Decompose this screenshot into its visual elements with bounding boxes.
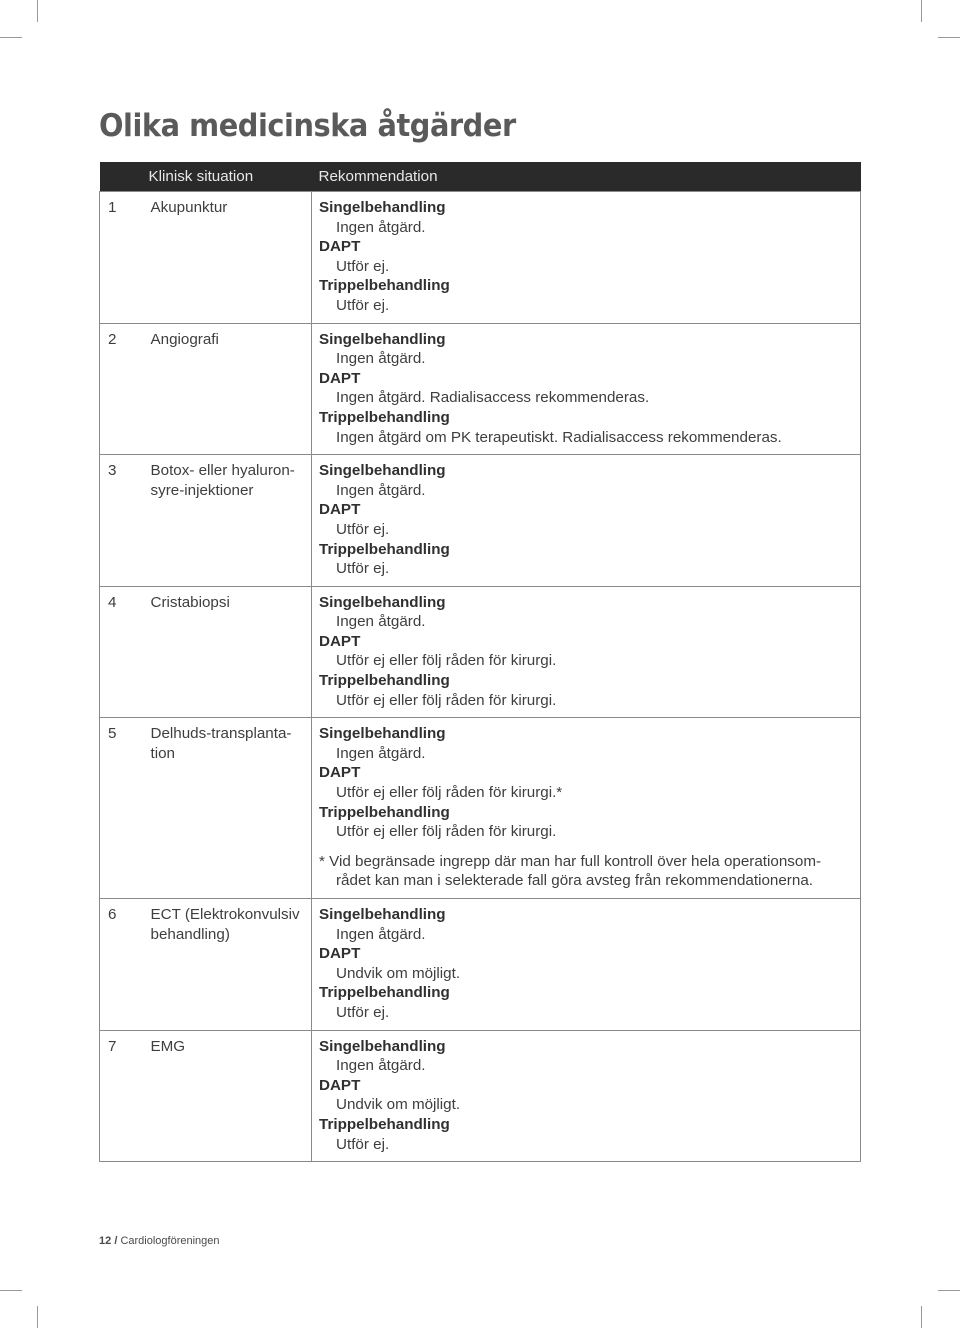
treatment-label: Trippelbehandling [319,984,450,1002]
treatment-label: DAPT [319,369,361,387]
table-row [100,899,861,1031]
table-row [100,718,861,899]
header-number-cell [100,162,142,192]
table-header [100,162,861,192]
crop-mark [0,1290,22,1291]
clinical-situation: Botox- eller hyaluron- syre-injektioner [142,455,312,587]
recommendation-cell [312,899,861,1031]
treatment-label: Singelbehandling [319,462,446,480]
table-row [100,586,861,718]
recommendation-text: Utför ej eller följ råden för kirurgi. [336,823,557,841]
crop-mark [37,1306,38,1328]
recommendation-text: Ingen åtgärd. [336,925,426,943]
table-row [100,192,861,324]
treatment-label: Singelbehandling [319,725,446,743]
row-number: 6 [100,899,142,1031]
crop-mark [0,37,22,38]
treatment-label: DAPT [319,764,361,782]
recommendation-cell [312,323,861,455]
treatment-label: Singelbehandling [319,906,446,923]
recommendation-cell [312,192,861,324]
recommendation-text: Utför ej. [336,520,390,538]
table-row [100,1030,861,1162]
recommendation-text: Utför ej. [336,1135,390,1153]
clinical-situation: Delhuds-transplanta- tion [142,718,312,899]
treatment-label: Trippelbehandling [319,1115,450,1133]
row-number: 7 [100,1030,142,1162]
header-recommendation: Rekommendation [312,162,861,192]
crop-mark [921,1306,922,1328]
treatment-label: DAPT [319,1076,361,1094]
table-row [100,323,861,455]
crop-mark [938,37,960,38]
recommendation-text: Utför ej. [336,257,390,275]
treatment-label: DAPT [319,238,361,256]
table-row [100,455,861,587]
recommendation-text: Ingen åtgärd. [336,744,426,762]
recommendation-text: Ingen åtgärd. [336,1057,426,1075]
recommendation-text: Ingen åtgärd. [336,481,426,499]
treatment-label: Singelbehandling [319,330,446,348]
row-number: 1 [100,192,142,324]
treatment-label: Trippelbehandling [319,277,450,295]
treatment-label: Trippelbehandling [319,408,450,426]
treatment-label: Trippelbehandling [319,803,450,821]
crop-mark [921,0,922,22]
recommendation-text: Utför ej. [336,1003,390,1021]
clinical-situation: Angiografi [142,323,312,455]
recommendation-cell [312,718,861,899]
recommendation-cell [312,455,861,587]
crop-mark [938,1290,960,1291]
treatment-label: Trippelbehandling [319,540,450,558]
treatment-label: Singelbehandling [319,199,446,216]
publisher-name: Cardiologföreningen [120,1235,220,1247]
header-situation: Klinisk situation [142,162,312,192]
recommendation-table [99,162,861,1162]
footnote: * Vid begränsade ingrepp där man har full kontroll över hela operationsom- rådet kan man i selekterade fall göra avsteg från rekommendationerna. [319,852,822,890]
recommendation-cell [312,586,861,718]
recommendation-text: Undvik om möjligt. [336,964,461,982]
recommendation-text: Ingen åtgärd. [336,350,426,368]
table-body [100,192,861,1162]
recommendation-text: Utför ej eller följ råden för kirurgi. [336,691,557,709]
treatment-label: DAPT [319,945,361,963]
row-number: 3 [100,455,142,587]
row-number: 4 [100,586,142,718]
treatment-label: DAPT [319,501,361,519]
page-number: 12 [99,1235,112,1247]
page-title: Olika medicinska åtgärder [99,108,516,144]
footer-separator: / [114,1235,118,1247]
clinical-situation: EMG [142,1030,312,1162]
row-number: 5 [100,718,142,899]
recommendation-text: Utför ej eller följ råden för kirurgi.* [336,784,563,802]
recommendation-text: Utför ej. [336,296,390,314]
clinical-situation: Akupunktur [142,192,312,324]
treatment-label: Singelbehandling [319,1037,446,1055]
recommendation-text: Ingen åtgärd. Radialisaccess rekommenderas. [336,389,650,407]
recommendation-text: Undvik om möjligt. [336,1096,461,1114]
recommendation-cell [312,1030,861,1162]
treatment-label: Singelbehandling [319,593,446,611]
recommendation-text: Utför ej. [336,560,390,578]
clinical-situation: Cristabiopsi [142,586,312,718]
recommendation-text: Ingen åtgärd. [336,613,426,631]
clinical-situation: ECT (Elektrokonvulsiv behandling) [142,899,312,1031]
crop-mark [37,0,38,22]
page-footer [99,1235,220,1247]
row-number: 2 [100,323,142,455]
recommendation-text: Ingen åtgärd om PK terapeutiskt. Radialisaccess rekommenderas. [336,428,782,446]
recommendation-text: Utför ej eller följ råden för kirurgi. [336,652,557,670]
recommendation-text: Ingen åtgärd. [336,218,426,236]
treatment-label: Trippelbehandling [319,672,450,690]
treatment-label: DAPT [319,632,361,650]
